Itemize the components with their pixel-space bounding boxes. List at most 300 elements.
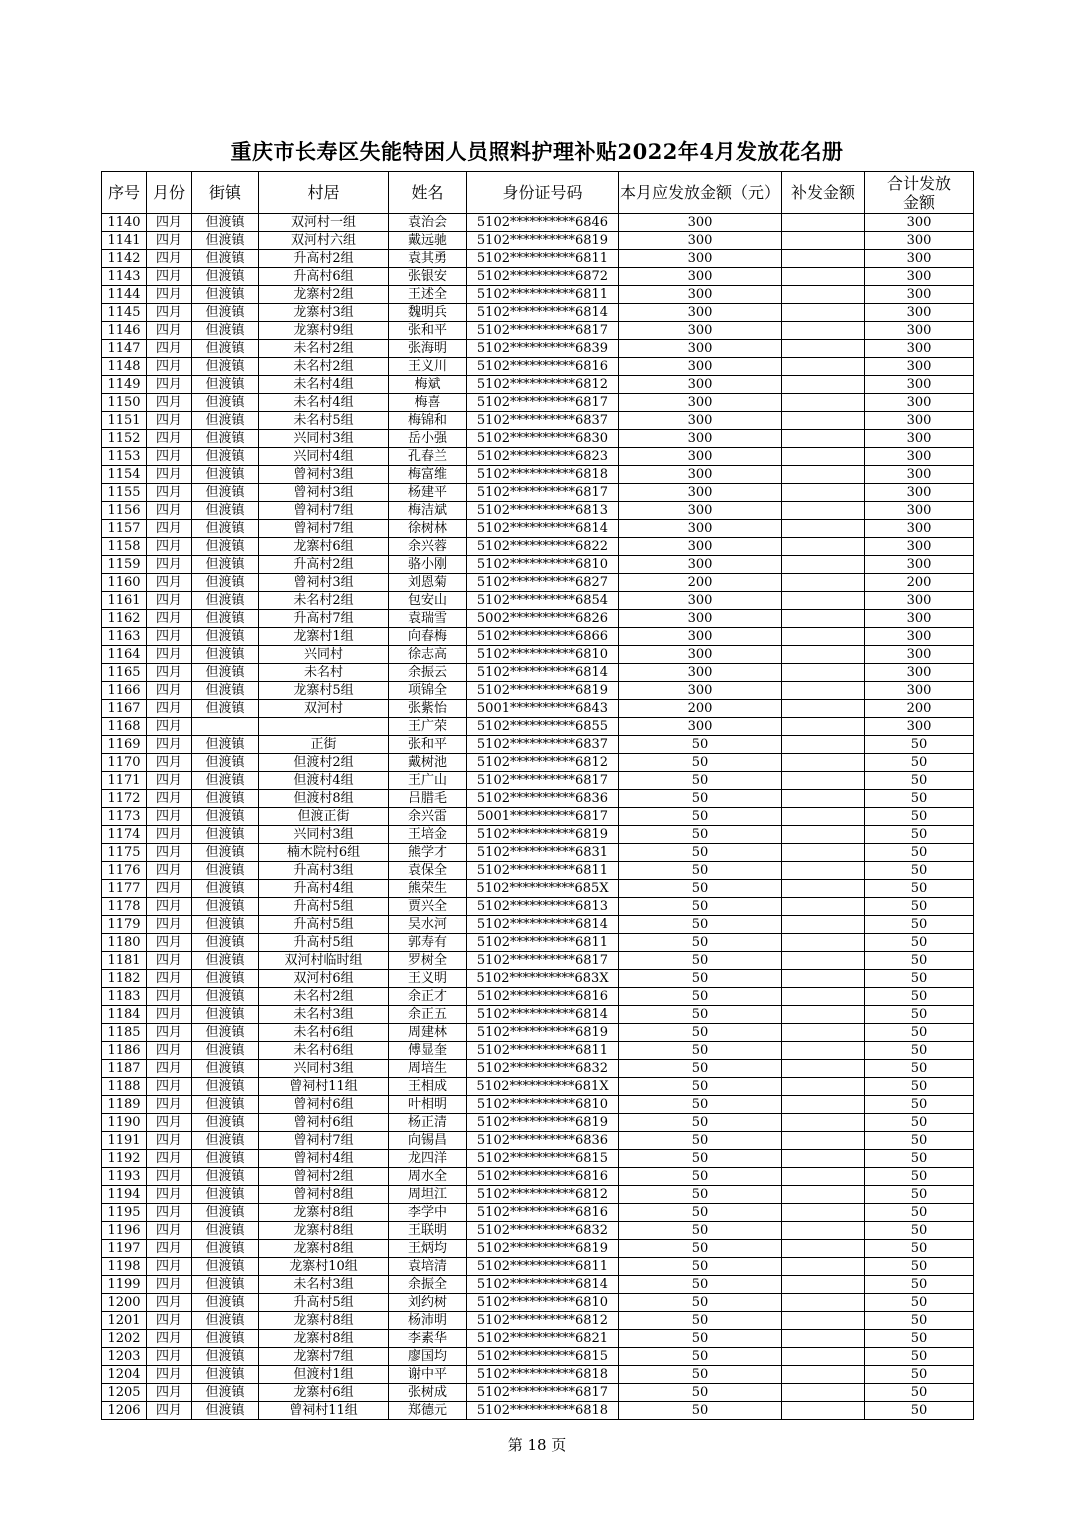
table-cell: 四月 xyxy=(147,682,192,700)
table-cell: 升高村5组 xyxy=(259,916,389,934)
table-cell: 1204 xyxy=(102,1366,147,1384)
table-cell: 余正才 xyxy=(389,988,467,1006)
table-cell: 5102**********6817 xyxy=(467,1384,619,1402)
table-cell: 1169 xyxy=(102,736,147,754)
table-cell: 但渡镇 xyxy=(192,664,259,682)
table-row xyxy=(102,1150,974,1168)
table-cell: 5102**********6814 xyxy=(467,664,619,682)
table-cell: 200 xyxy=(865,574,974,592)
table-cell xyxy=(782,592,865,610)
table-cell: 四月 xyxy=(147,1204,192,1222)
table-cell: 1166 xyxy=(102,682,147,700)
table-cell: 1194 xyxy=(102,1186,147,1204)
table-cell: 300 xyxy=(619,682,782,700)
table-cell xyxy=(782,1258,865,1276)
table-cell: 四月 xyxy=(147,412,192,430)
table-cell xyxy=(782,862,865,880)
table-cell: 龙寨村6组 xyxy=(259,1384,389,1402)
page-title: 重庆市长寿区失能特困人员照料护理补贴2022年4月发放花名册 xyxy=(230,139,844,164)
table-cell: 50 xyxy=(865,826,974,844)
table-cell: 但渡镇 xyxy=(192,1366,259,1384)
table-row xyxy=(102,718,974,736)
table-cell: 1143 xyxy=(102,268,147,286)
table-cell: 300 xyxy=(865,520,974,538)
table-cell: 50 xyxy=(619,754,782,772)
table-cell xyxy=(782,502,865,520)
table-cell: 袁培清 xyxy=(389,1258,467,1276)
table-cell: 吴水河 xyxy=(389,916,467,934)
table-cell: 但渡镇 xyxy=(192,1168,259,1186)
table-cell: 50 xyxy=(619,1348,782,1366)
table-cell: 四月 xyxy=(147,646,192,664)
table-cell: 5102**********6837 xyxy=(467,736,619,754)
table-cell: 1162 xyxy=(102,610,147,628)
table-cell: 1188 xyxy=(102,1078,147,1096)
table-cell: 四月 xyxy=(147,358,192,376)
table-cell: 戴远驰 xyxy=(389,232,467,250)
table-cell xyxy=(782,556,865,574)
table-cell: 300 xyxy=(865,412,974,430)
table-cell: 龙寨村1组 xyxy=(259,628,389,646)
table-cell: 50 xyxy=(619,1258,782,1276)
table-cell: 1191 xyxy=(102,1132,147,1150)
table-cell: 1184 xyxy=(102,1006,147,1024)
table-row xyxy=(102,1366,974,1384)
table-cell: 但渡镇 xyxy=(192,1258,259,1276)
table-cell xyxy=(782,376,865,394)
table-row xyxy=(102,322,974,340)
table-cell: 50 xyxy=(619,1366,782,1384)
table-cell: 300 xyxy=(619,232,782,250)
table-row xyxy=(102,448,974,466)
table-row xyxy=(102,250,974,268)
table-cell: 5102**********6832 xyxy=(467,1222,619,1240)
table-cell: 50 xyxy=(619,898,782,916)
table-row xyxy=(102,340,974,358)
table-cell: 50 xyxy=(865,1042,974,1060)
table-cell: 50 xyxy=(619,862,782,880)
table-row xyxy=(102,646,974,664)
column-header: 合计发放金额 xyxy=(865,172,974,214)
table-cell: 50 xyxy=(619,880,782,898)
table-cell xyxy=(782,232,865,250)
table-row xyxy=(102,736,974,754)
table-cell: 升高村6组 xyxy=(259,268,389,286)
table-cell: 但渡镇 xyxy=(192,646,259,664)
table-row xyxy=(102,1240,974,1258)
column-header: 月份 xyxy=(147,172,192,214)
table-cell: 5102**********6811 xyxy=(467,1042,619,1060)
table-cell: 四月 xyxy=(147,322,192,340)
table-cell: 未名村6组 xyxy=(259,1024,389,1042)
table-cell: 300 xyxy=(619,250,782,268)
table-cell: 张和平 xyxy=(389,736,467,754)
table-row xyxy=(102,754,974,772)
table-row xyxy=(102,1204,974,1222)
table-row xyxy=(102,1330,974,1348)
table-cell: 300 xyxy=(619,358,782,376)
table-cell: 1197 xyxy=(102,1240,147,1258)
table-cell: 1173 xyxy=(102,808,147,826)
table-cell: 四月 xyxy=(147,754,192,772)
table-cell xyxy=(782,1366,865,1384)
table-cell: 龙寨村6组 xyxy=(259,538,389,556)
table-cell xyxy=(782,1204,865,1222)
table-cell xyxy=(782,466,865,484)
table-row xyxy=(102,268,974,286)
table-cell xyxy=(782,1078,865,1096)
table-cell: 5102**********6810 xyxy=(467,646,619,664)
table-cell: 5102**********6812 xyxy=(467,1186,619,1204)
table-cell: 5102**********6817 xyxy=(467,952,619,970)
table-cell: 叶相明 xyxy=(389,1096,467,1114)
table-cell: 50 xyxy=(865,862,974,880)
table-cell: 300 xyxy=(619,538,782,556)
table-cell: 5102**********6822 xyxy=(467,538,619,556)
table-cell xyxy=(782,1042,865,1060)
table-cell: 但渡镇 xyxy=(192,358,259,376)
table-cell: 300 xyxy=(865,664,974,682)
table-cell: 50 xyxy=(619,934,782,952)
table-cell: 300 xyxy=(865,646,974,664)
table-cell: 但渡镇 xyxy=(192,538,259,556)
table-cell: 四月 xyxy=(147,736,192,754)
table-cell: 四月 xyxy=(147,1168,192,1186)
table-cell: 1185 xyxy=(102,1024,147,1042)
table-row xyxy=(102,1276,974,1294)
table-cell: 四月 xyxy=(147,574,192,592)
table-cell: 1168 xyxy=(102,718,147,736)
table-cell: 王述全 xyxy=(389,286,467,304)
table-cell: 50 xyxy=(865,1258,974,1276)
table-cell: 四月 xyxy=(147,1312,192,1330)
table-cell: 50 xyxy=(619,1186,782,1204)
table-cell: 兴同村3组 xyxy=(259,430,389,448)
table-cell: 50 xyxy=(619,1402,782,1420)
table-cell: 300 xyxy=(619,610,782,628)
table-cell: 5102**********6817 xyxy=(467,772,619,790)
table-cell: 四月 xyxy=(147,952,192,970)
table-row xyxy=(102,700,974,718)
table-cell: 50 xyxy=(865,952,974,970)
table-cell: 300 xyxy=(865,484,974,502)
table-cell: 1175 xyxy=(102,844,147,862)
table-cell: 但渡镇 xyxy=(192,1186,259,1204)
table-cell: 向锡昌 xyxy=(389,1132,467,1150)
table-cell: 但渡镇 xyxy=(192,1240,259,1258)
table-cell: 曾祠村7组 xyxy=(259,520,389,538)
table-cell xyxy=(782,970,865,988)
table-row xyxy=(102,556,974,574)
table-row xyxy=(102,682,974,700)
table-cell xyxy=(782,520,865,538)
table-cell: 5102**********6814 xyxy=(467,304,619,322)
table-cell: 50 xyxy=(865,808,974,826)
table-cell: 兴同村3组 xyxy=(259,826,389,844)
table-cell: 升高村3组 xyxy=(259,862,389,880)
table-cell: 余兴蓉 xyxy=(389,538,467,556)
table-cell: 5102**********6818 xyxy=(467,466,619,484)
table-cell: 但渡镇 xyxy=(192,448,259,466)
table-cell: 5102**********6830 xyxy=(467,430,619,448)
table-cell: 1154 xyxy=(102,466,147,484)
table-cell: 但渡村4组 xyxy=(259,772,389,790)
table-cell: 5102**********6855 xyxy=(467,718,619,736)
table-cell: 张树成 xyxy=(389,1384,467,1402)
table-cell: 但渡镇 xyxy=(192,232,259,250)
table-cell: 但渡镇 xyxy=(192,484,259,502)
table-cell: 曾祠村2组 xyxy=(259,1168,389,1186)
table-cell: 50 xyxy=(865,1222,974,1240)
table-row xyxy=(102,1168,974,1186)
table-cell: 1186 xyxy=(102,1042,147,1060)
table-cell: 5102**********6810 xyxy=(467,556,619,574)
table-cell: 1155 xyxy=(102,484,147,502)
table-cell: 50 xyxy=(619,1114,782,1132)
table-cell: 但渡镇 xyxy=(192,898,259,916)
table-cell xyxy=(782,1060,865,1078)
table-cell: 未名村 xyxy=(259,664,389,682)
table-cell: 四月 xyxy=(147,250,192,268)
table-cell: 50 xyxy=(865,1168,974,1186)
table-cell: 龙寨村8组 xyxy=(259,1312,389,1330)
table-cell: 但渡镇 xyxy=(192,916,259,934)
table-row xyxy=(102,520,974,538)
table-cell: 但渡镇 xyxy=(192,1222,259,1240)
table-cell: 未名村3组 xyxy=(259,1276,389,1294)
table-cell: 龙寨村3组 xyxy=(259,304,389,322)
table-cell: 1144 xyxy=(102,286,147,304)
table-cell: 但渡镇 xyxy=(192,250,259,268)
table-cell xyxy=(782,880,865,898)
table-cell: 未名村4组 xyxy=(259,394,389,412)
table-cell: 徐树林 xyxy=(389,520,467,538)
table-cell: 四月 xyxy=(147,556,192,574)
table-cell: 四月 xyxy=(147,844,192,862)
table-cell: 50 xyxy=(865,970,974,988)
table-cell: 5102**********6814 xyxy=(467,520,619,538)
table-cell: 王义明 xyxy=(389,970,467,988)
table-cell: 但渡镇 xyxy=(192,610,259,628)
table-cell xyxy=(782,826,865,844)
column-header: 街镇 xyxy=(192,172,259,214)
table-cell: 但渡镇 xyxy=(192,304,259,322)
table-cell: 但渡镇 xyxy=(192,592,259,610)
table-cell: 但渡镇 xyxy=(192,1276,259,1294)
table-cell: 向春梅 xyxy=(389,628,467,646)
table-cell: 四月 xyxy=(147,1276,192,1294)
table-cell: 5102**********6818 xyxy=(467,1366,619,1384)
table-cell: 300 xyxy=(865,340,974,358)
table-cell: 但渡村8组 xyxy=(259,790,389,808)
table-cell: 兴同村 xyxy=(259,646,389,664)
table-cell: 5102**********6811 xyxy=(467,1258,619,1276)
table-cell: 但渡镇 xyxy=(192,754,259,772)
table-cell: 但渡镇 xyxy=(192,1042,259,1060)
table-cell xyxy=(782,1132,865,1150)
table-row xyxy=(102,808,974,826)
table-cell: 5002**********6826 xyxy=(467,610,619,628)
table-row xyxy=(102,502,974,520)
table-row xyxy=(102,1294,974,1312)
table-cell: 5102**********6812 xyxy=(467,1312,619,1330)
table-cell: 50 xyxy=(865,1276,974,1294)
table-cell: 300 xyxy=(865,358,974,376)
table-cell: 5102**********6832 xyxy=(467,1060,619,1078)
table-cell: 未名村2组 xyxy=(259,340,389,358)
table-row xyxy=(102,286,974,304)
table-cell: 双河村6组 xyxy=(259,970,389,988)
table-row xyxy=(102,1222,974,1240)
table-cell: 双河村临时组 xyxy=(259,952,389,970)
table-cell: 四月 xyxy=(147,502,192,520)
table-cell: 但渡镇 xyxy=(192,430,259,448)
table-row xyxy=(102,394,974,412)
table-cell xyxy=(782,448,865,466)
table-cell xyxy=(782,1402,865,1420)
table-cell: 5102**********6819 xyxy=(467,1240,619,1258)
table-row xyxy=(102,628,974,646)
table-cell: 但渡镇 xyxy=(192,1330,259,1348)
table-row xyxy=(102,664,974,682)
table-cell: 龙寨村8组 xyxy=(259,1222,389,1240)
table-cell: 四月 xyxy=(147,1240,192,1258)
table-cell: 1159 xyxy=(102,556,147,574)
table-cell: 50 xyxy=(865,916,974,934)
table-cell xyxy=(782,250,865,268)
table-cell: 50 xyxy=(619,1222,782,1240)
table-cell: 1158 xyxy=(102,538,147,556)
column-header: 村居 xyxy=(259,172,389,214)
table-row xyxy=(102,1132,974,1150)
table-cell: 1183 xyxy=(102,988,147,1006)
table-cell: 50 xyxy=(865,1024,974,1042)
table-cell: 1150 xyxy=(102,394,147,412)
table-cell: 但渡镇 xyxy=(192,1204,259,1222)
table-cell: 5102**********6837 xyxy=(467,412,619,430)
table-cell: 四月 xyxy=(147,1294,192,1312)
table-cell: 50 xyxy=(619,772,782,790)
table-cell: 1179 xyxy=(102,916,147,934)
table-cell: 余兴雷 xyxy=(389,808,467,826)
table-cell: 5102**********6821 xyxy=(467,1330,619,1348)
table-cell xyxy=(782,484,865,502)
table-cell: 王炳均 xyxy=(389,1240,467,1258)
table-cell: 1153 xyxy=(102,448,147,466)
table-cell: 熊荣生 xyxy=(389,880,467,898)
table-cell: 300 xyxy=(619,340,782,358)
table-cell: 1174 xyxy=(102,826,147,844)
table-cell: 50 xyxy=(865,988,974,1006)
table-cell: 龙寨村5组 xyxy=(259,682,389,700)
table-cell: 四月 xyxy=(147,466,192,484)
table-cell: 项锦全 xyxy=(389,682,467,700)
table-cell: 梅斌 xyxy=(389,376,467,394)
table-cell xyxy=(782,322,865,340)
table-row xyxy=(102,988,974,1006)
table-cell: 1140 xyxy=(102,214,147,232)
table-cell xyxy=(782,682,865,700)
table-cell: 5102**********6819 xyxy=(467,682,619,700)
table-cell: 曾祠村4组 xyxy=(259,1150,389,1168)
table-cell: 5102**********6827 xyxy=(467,574,619,592)
table-cell: 50 xyxy=(619,1096,782,1114)
table-cell: 50 xyxy=(619,952,782,970)
table-cell: 但渡镇 xyxy=(192,862,259,880)
table-cell: 兴同村4组 xyxy=(259,448,389,466)
table-cell: 50 xyxy=(865,1312,974,1330)
table-cell: 300 xyxy=(865,268,974,286)
table-cell: 300 xyxy=(619,484,782,502)
table-cell: 但渡镇 xyxy=(192,574,259,592)
table-row xyxy=(102,1402,974,1420)
table-cell xyxy=(782,718,865,736)
table-cell: 300 xyxy=(865,538,974,556)
table-cell: 5102**********6813 xyxy=(467,898,619,916)
table-cell: 曾祠村11组 xyxy=(259,1402,389,1420)
table-cell: 王义川 xyxy=(389,358,467,376)
table-cell: 周培生 xyxy=(389,1060,467,1078)
table-cell: 升高村5组 xyxy=(259,898,389,916)
table-cell: 罗树全 xyxy=(389,952,467,970)
table-cell: 郭寿有 xyxy=(389,934,467,952)
table-cell xyxy=(782,898,865,916)
table-cell: 但渡镇 xyxy=(192,286,259,304)
table-cell: 50 xyxy=(865,1330,974,1348)
table-header xyxy=(102,172,974,214)
table-cell: 四月 xyxy=(147,1330,192,1348)
table-cell: 50 xyxy=(619,1204,782,1222)
table-cell: 但渡镇 xyxy=(192,376,259,394)
table-cell: 袁其勇 xyxy=(389,250,467,268)
table-cell: 龙寨村7组 xyxy=(259,1348,389,1366)
table-cell: 四月 xyxy=(147,1384,192,1402)
table-cell: 徐志高 xyxy=(389,646,467,664)
table-cell xyxy=(782,340,865,358)
table-cell xyxy=(782,988,865,1006)
table-cell: 王相成 xyxy=(389,1078,467,1096)
table-cell: 300 xyxy=(865,430,974,448)
table-row xyxy=(102,772,974,790)
table-cell: 四月 xyxy=(147,898,192,916)
table-cell: 但渡镇 xyxy=(192,1294,259,1312)
table-cell: 四月 xyxy=(147,1060,192,1078)
table-cell: 升高村5组 xyxy=(259,934,389,952)
table-row xyxy=(102,1348,974,1366)
table-cell: 5102**********6811 xyxy=(467,250,619,268)
table-cell: 50 xyxy=(865,754,974,772)
table-cell: 但渡镇 xyxy=(192,1006,259,1024)
table-cell: 但渡镇 xyxy=(192,628,259,646)
table-cell: 廖国均 xyxy=(389,1348,467,1366)
table-cell: 1145 xyxy=(102,304,147,322)
table-cell: 但渡镇 xyxy=(192,988,259,1006)
table-cell: 曾祠村8组 xyxy=(259,1186,389,1204)
table-cell: 50 xyxy=(865,844,974,862)
table-cell: 袁保全 xyxy=(389,862,467,880)
table-cell: 四月 xyxy=(147,430,192,448)
table-row xyxy=(102,1006,974,1024)
table-cell: 300 xyxy=(619,322,782,340)
table-cell: 5001**********6817 xyxy=(467,808,619,826)
table-cell: 300 xyxy=(619,412,782,430)
table-cell: 300 xyxy=(865,718,974,736)
table-cell: 1149 xyxy=(102,376,147,394)
table-cell xyxy=(782,358,865,376)
table-cell xyxy=(782,1276,865,1294)
table-cell xyxy=(782,700,865,718)
table-cell: 50 xyxy=(619,1276,782,1294)
